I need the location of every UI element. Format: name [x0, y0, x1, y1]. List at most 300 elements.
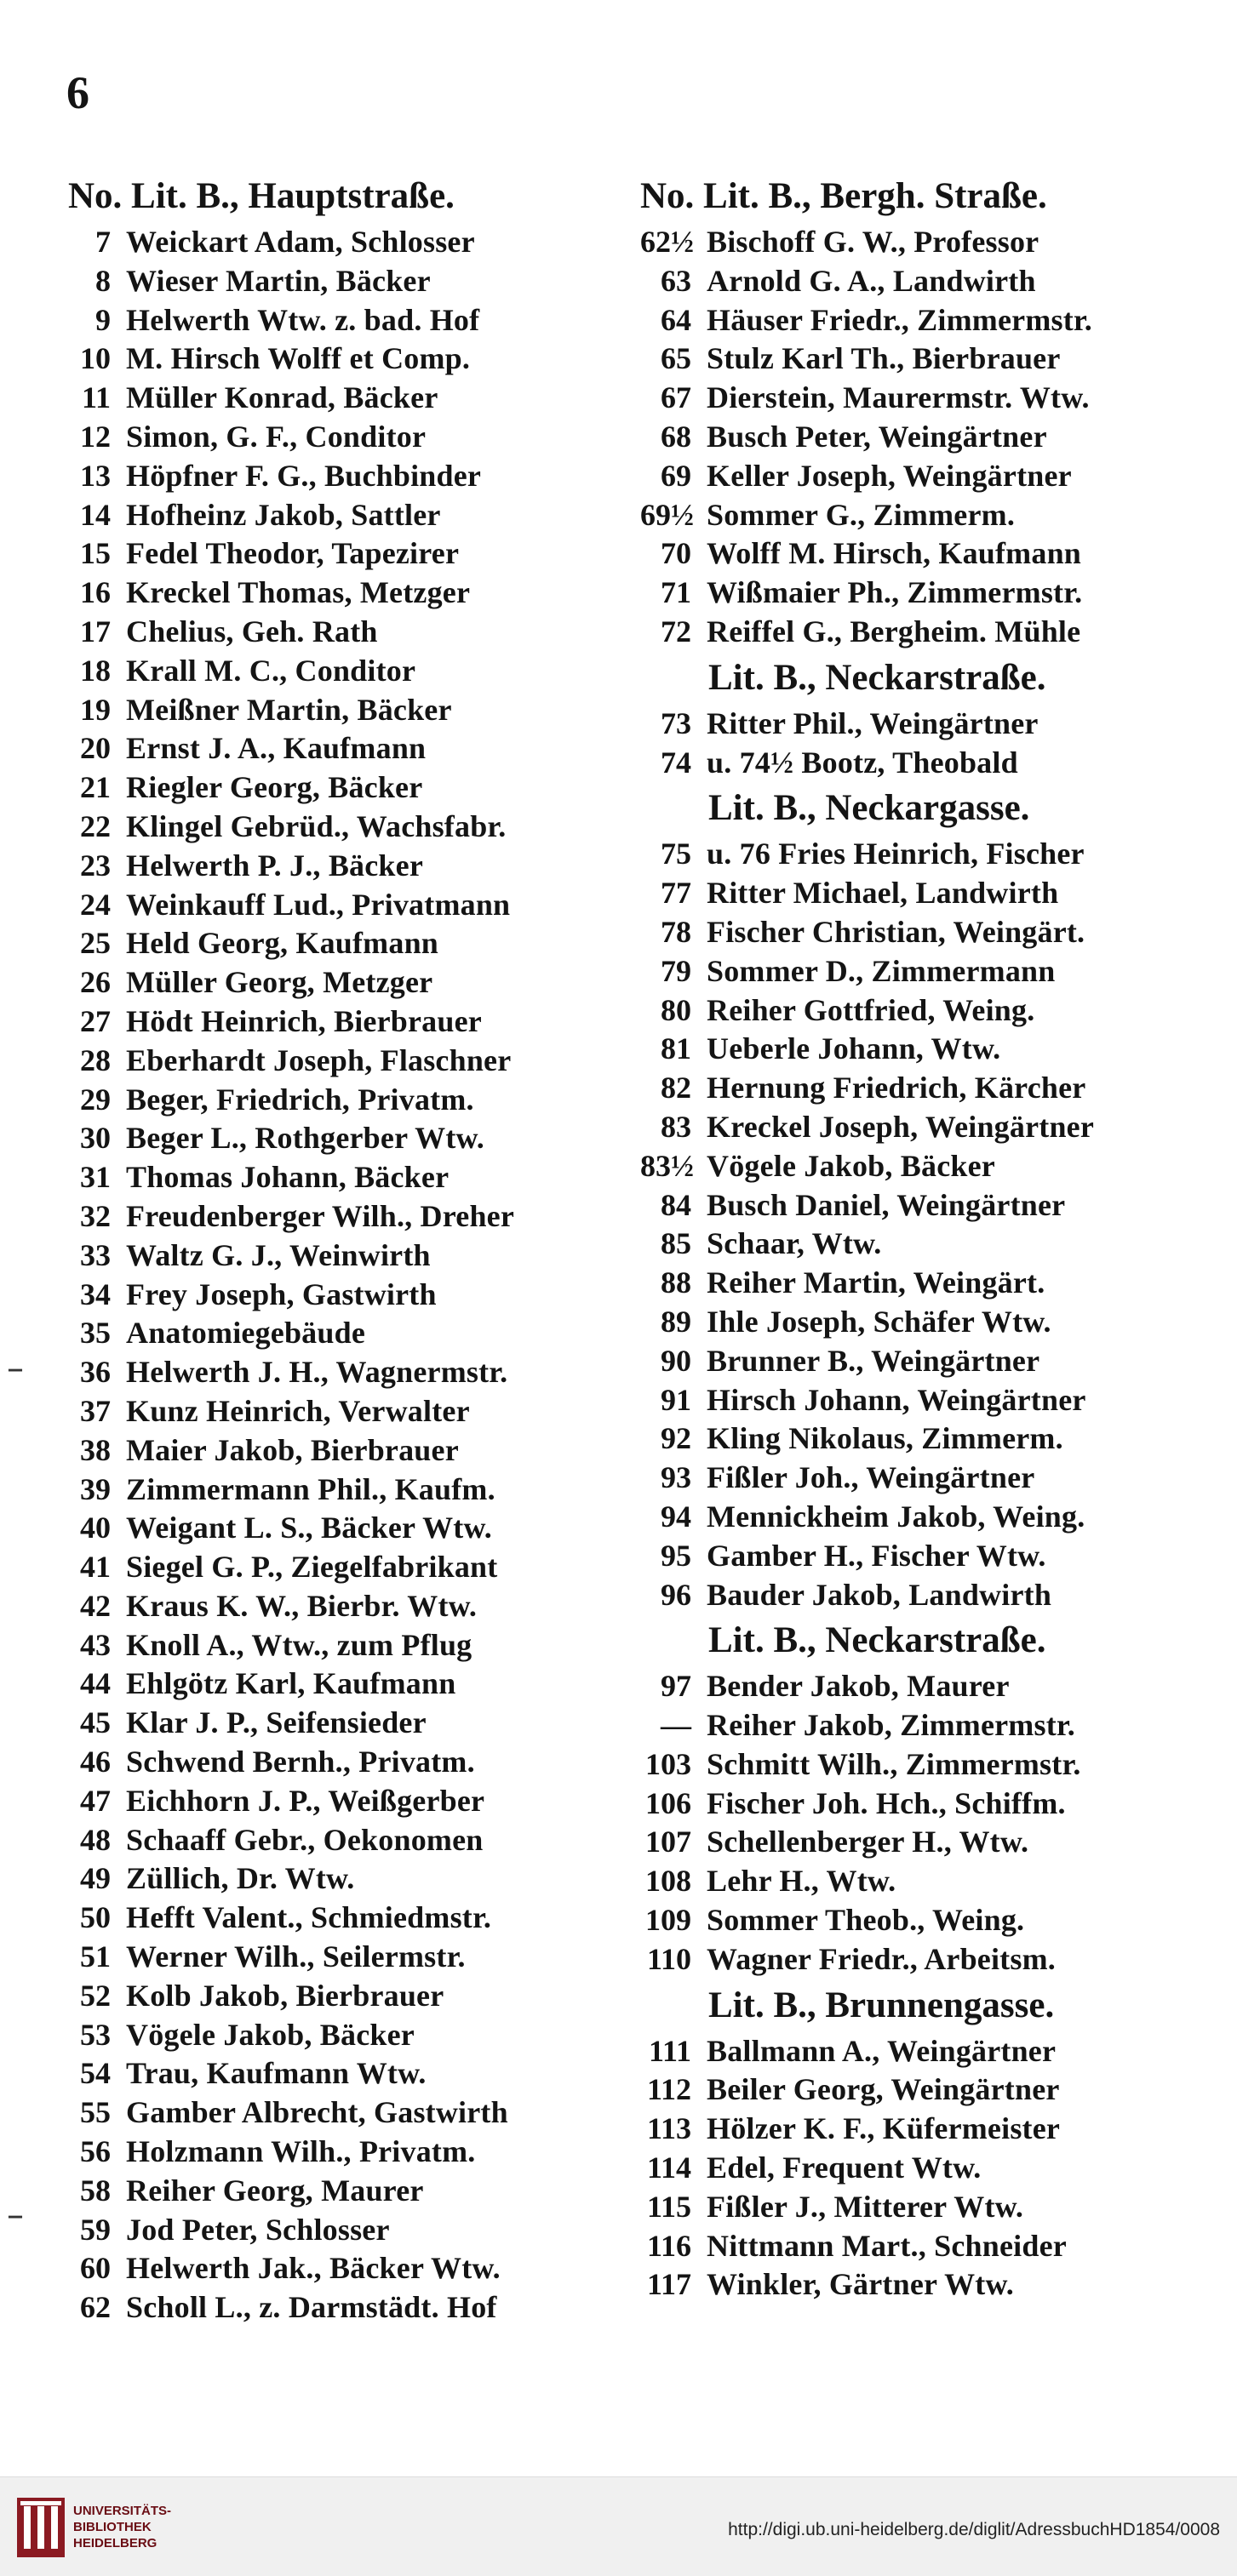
- resident-name: Bischoff G. W., Professor: [707, 225, 1039, 259]
- directory-entry: [640, 1264, 1185, 1303]
- directory-entry: [68, 1626, 613, 1665]
- resident-name: Wißmaier Ph., Zimmermstr.: [707, 575, 1083, 610]
- resident-name: Stulz Karl Th., Bierbrauer: [707, 341, 1061, 376]
- resident-name: Riegler Georg, Bäcker: [126, 770, 423, 805]
- resident-name: Hefft Valent., Schmiedmstr.: [126, 1900, 492, 1935]
- resident-name: Hernung Friedrich, Kärcher: [707, 1071, 1086, 1105]
- resident-name: Kolb Jakob, Bierbrauer: [126, 1978, 444, 2013]
- house-number: 92: [661, 1421, 691, 1456]
- directory-entry: [640, 262, 1185, 301]
- resident-name: Schaar, Wtw.: [707, 1226, 882, 1261]
- margin-mark: –: [7, 1349, 24, 1388]
- resident-name: Eberhardt Joseph, Flaschner: [126, 1042, 512, 1077]
- house-number: 50: [80, 1900, 111, 1935]
- directory-entry: [640, 2149, 1185, 2188]
- resident-name: Brunner B., Weingärtner: [707, 1343, 1040, 1378]
- house-number: 8: [95, 263, 111, 298]
- house-number: 107: [645, 1825, 691, 1859]
- directory-entry: [68, 2172, 613, 2211]
- directory-entry: [68, 457, 613, 496]
- directory-entry: [68, 418, 613, 457]
- resident-name: Beger L., Rothgerber Wtw.: [126, 1121, 484, 1156]
- directory-entry: [640, 534, 1185, 574]
- house-number: 115: [646, 2189, 691, 2224]
- resident-name: Sommer G., Zimmerm.: [707, 497, 1016, 532]
- house-number: 96: [661, 1577, 691, 1612]
- house-number: 82: [661, 1071, 691, 1105]
- house-number: 47: [80, 1783, 111, 1818]
- directory-entry: [68, 534, 613, 574]
- house-number: 112: [646, 2072, 691, 2107]
- directory-entry: [640, 613, 1185, 652]
- directory-entry: [68, 379, 613, 418]
- directory-entry: [640, 223, 1185, 262]
- resident-name: Ernst J. A., Kaufmann: [126, 731, 427, 766]
- directory-entry: [640, 2110, 1185, 2149]
- resident-name: Wolff M. Hirsch, Kaufmann: [707, 536, 1082, 571]
- resident-name: Mennickheim Jakob, Weing.: [707, 1499, 1085, 1534]
- library-logo-text: [73, 2503, 171, 2551]
- directory-entry: [68, 1977, 613, 2016]
- directory-entry: [68, 1471, 613, 1510]
- resident-name: Kreckel Thomas, Metzger: [126, 575, 471, 610]
- resident-name: Reiher Martin, Weingärt.: [707, 1265, 1045, 1300]
- directory-entry: [640, 1537, 1185, 1576]
- house-number: 27: [80, 1003, 111, 1038]
- house-number: 49: [80, 1861, 111, 1896]
- directory-entry: [68, 1704, 613, 1743]
- resident-name: Müller Georg, Metzger: [126, 965, 433, 1000]
- resident-name: Trau, Kaufmann Wtw.: [126, 2056, 427, 2091]
- resident-name: u. 74½ Bootz, Theobald: [707, 745, 1018, 780]
- resident-name: u. 76 Fries Heinrich, Fischer: [707, 837, 1085, 871]
- directory-entry: [68, 691, 613, 730]
- resident-name: Gamber H., Fischer Wtw.: [707, 1538, 1046, 1573]
- section-heading: Lit. B., Brunnengasse.: [708, 1985, 1055, 2025]
- directory-entry: [68, 301, 613, 340]
- house-number: 23: [80, 848, 111, 882]
- house-number: 46: [80, 1745, 111, 1779]
- house-number: 69: [661, 458, 691, 493]
- resident-name: Ritter Phil., Weingärtner: [707, 705, 1039, 740]
- resident-name: Kreckel Joseph, Weingärtner: [707, 1109, 1095, 1144]
- directory-entry: [640, 1667, 1185, 1706]
- directory-entry: [68, 808, 613, 847]
- directory-entry: [68, 340, 613, 379]
- directory-entry: [68, 2133, 613, 2172]
- resident-name: Ritter Michael, Landwirth: [707, 876, 1059, 911]
- house-number: 13: [80, 458, 111, 493]
- house-number: 32: [80, 1198, 111, 1233]
- house-number: 65: [661, 341, 691, 376]
- house-number: 71: [661, 575, 691, 610]
- house-number: 60: [80, 2251, 111, 2286]
- resident-name: Jod Peter, Schlosser: [126, 2212, 390, 2247]
- directory-entry: [640, 1498, 1185, 1537]
- house-number: 69½: [640, 497, 694, 532]
- resident-name: Holzmann Wilh., Privatm.: [126, 2134, 476, 2169]
- resident-name: Held Georg, Kaufmann: [126, 926, 439, 961]
- directory-entry: [640, 744, 1185, 783]
- directory-entry: [68, 1509, 613, 1548]
- house-number: 53: [80, 2017, 111, 2052]
- house-number: 110: [646, 1941, 691, 1976]
- house-number: 14: [80, 497, 111, 532]
- resident-name: Schwend Bernh., Privatm.: [126, 1745, 475, 1779]
- directory-entry: [68, 1548, 613, 1587]
- resident-name: Kling Nikolaus, Zimmerm.: [707, 1421, 1063, 1456]
- resident-name: Vögele Jakob, Bäcker: [126, 2017, 415, 2052]
- house-number: 30: [80, 1121, 111, 1156]
- directory-entry: [68, 2093, 613, 2133]
- page-number: 6: [66, 67, 89, 118]
- house-number: 113: [646, 2111, 691, 2146]
- directory-entry: [68, 886, 613, 925]
- right-column-header: No. Lit. B., Bergh. Straße.: [640, 176, 1047, 216]
- directory-entry: [68, 262, 613, 301]
- directory-entry: [640, 1785, 1185, 1824]
- resident-name: Arnold G. A., Landwirth: [707, 263, 1036, 298]
- house-number: —: [661, 1708, 691, 1743]
- directory-entry: [68, 768, 613, 808]
- directory-entry: [640, 913, 1185, 952]
- resident-name: Winkler, Gärtner Wtw.: [707, 2267, 1014, 2302]
- resident-name: Maier Jakob, Bierbrauer: [126, 1432, 459, 1467]
- resident-name: Reiher Jakob, Zimmermstr.: [707, 1708, 1075, 1743]
- directory-entry: [640, 1823, 1185, 1862]
- resident-name: Bauder Jakob, Landwirth: [707, 1577, 1052, 1612]
- house-number: 70: [661, 536, 691, 571]
- directory-entry: [640, 1303, 1185, 1342]
- logo-line: BIBLIOTHEK: [73, 2520, 152, 2534]
- directory-entry: [640, 1147, 1185, 1186]
- resident-name: M. Hirsch Wolff et Comp.: [126, 341, 471, 376]
- house-number: 48: [80, 1822, 111, 1857]
- house-number: 33: [80, 1237, 111, 1272]
- footer-bar: [0, 2476, 1237, 2576]
- directory-entry: [640, 1459, 1185, 1498]
- resident-name: Fedel Theodor, Tapezirer: [126, 536, 460, 571]
- house-number: 45: [80, 1705, 111, 1740]
- house-number: 88: [661, 1265, 691, 1300]
- resident-name: Edel, Frequent Wtw.: [707, 2150, 982, 2185]
- directory-entry: [640, 2188, 1185, 2227]
- directory-entry: [68, 1782, 613, 1821]
- directory-entry: [68, 1081, 613, 1120]
- house-number: 93: [661, 1460, 691, 1495]
- section-heading: Lit. B., Neckarstraße.: [708, 657, 1046, 698]
- house-number: 80: [661, 992, 691, 1027]
- left-column-header: No. Lit. B., Hauptstraße.: [68, 176, 455, 216]
- directory-entry: [68, 574, 613, 613]
- house-number: 58: [80, 2173, 111, 2208]
- directory-entry: [640, 991, 1185, 1031]
- house-number: 103: [645, 1746, 691, 1781]
- directory-entry: [68, 2054, 613, 2093]
- resident-name: Sommer D., Zimmermann: [707, 953, 1056, 988]
- directory-entry: [640, 2227, 1185, 2266]
- directory-entry: [68, 652, 613, 691]
- house-number: 106: [645, 1785, 691, 1820]
- house-number: 75: [661, 837, 691, 871]
- resident-name: Hödt Heinrich, Bierbrauer: [126, 1003, 482, 1038]
- house-number: 37: [80, 1393, 111, 1428]
- right-entry-list: [640, 223, 1185, 2305]
- house-number: 43: [80, 1627, 111, 1662]
- house-number: 64: [661, 302, 691, 337]
- margin-mark: –: [7, 2196, 24, 2235]
- resident-name: Fißler Joh., Weingärtner: [707, 1460, 1035, 1495]
- resident-name: Fißler J., Mitterer Wtw.: [707, 2189, 1024, 2224]
- source-url-link[interactable]: http://digi.ub.uni-heidelberg.de/diglit/AdressbuchHD1854/0008: [728, 2520, 1220, 2539]
- resident-name: Chelius, Geh. Rath: [126, 614, 378, 648]
- resident-name: Fischer Christian, Weingärt.: [707, 914, 1085, 949]
- directory-entry: [640, 1108, 1185, 1147]
- left-entry-list: [68, 223, 613, 2328]
- house-number: 25: [80, 926, 111, 961]
- house-number: 114: [646, 2150, 691, 2185]
- house-number: 79: [661, 953, 691, 988]
- resident-name: Hofheinz Jakob, Sattler: [126, 497, 441, 532]
- resident-name: Wagner Friedr., Arbeitsm.: [707, 1941, 1056, 1976]
- house-number: 85: [661, 1226, 691, 1261]
- resident-name: Klingel Gebrüd., Wachsfabr.: [126, 808, 507, 843]
- directory-entry: [68, 1587, 613, 1626]
- resident-name: Gamber Albrecht, Gastwirth: [126, 2095, 508, 2130]
- resident-name: Scholl L., z. Darmstädt. Hof: [126, 2290, 497, 2325]
- directory-entry: [640, 1706, 1185, 1745]
- resident-name: Helwerth Wtw. z. bad. Hof: [126, 302, 480, 337]
- resident-name: Freudenberger Wilh., Dreher: [126, 1198, 515, 1233]
- directory-entry: [68, 963, 613, 1002]
- resident-name: Anatomiegebäude: [126, 1316, 365, 1351]
- resident-name: Keller Joseph, Weingärtner: [707, 458, 1072, 493]
- resident-name: Schmitt Wilh., Zimmermstr.: [707, 1746, 1081, 1781]
- directory-entry: [640, 1745, 1185, 1785]
- directory-entry: [68, 1237, 613, 1276]
- house-number: 42: [80, 1588, 111, 1623]
- resident-name: Zimmermann Phil., Kaufm.: [126, 1471, 495, 1506]
- house-number: 35: [80, 1316, 111, 1351]
- directory-entry: [68, 2288, 613, 2328]
- directory-entry: [640, 301, 1185, 340]
- directory-entry: [68, 1392, 613, 1431]
- resident-name: Reiher Gottfried, Weing.: [707, 992, 1035, 1027]
- resident-name: Weinkauff Lud., Privatmann: [126, 887, 511, 922]
- directory-entry: [640, 1862, 1185, 1901]
- house-number: 81: [661, 1031, 691, 1066]
- house-number: 73: [661, 705, 691, 740]
- directory-entry: [640, 1381, 1185, 1420]
- house-number: 111: [648, 2033, 691, 2068]
- house-number: 51: [80, 1939, 111, 1974]
- directory-entry: [68, 1042, 613, 1081]
- house-number: 117: [646, 2267, 691, 2302]
- directory-entry: [68, 496, 613, 535]
- house-number: 84: [661, 1187, 691, 1222]
- house-number: 116: [646, 2228, 691, 2263]
- house-number: 62: [80, 2290, 111, 2325]
- directory-entry: [640, 2071, 1185, 2110]
- house-number: 20: [80, 731, 111, 766]
- resident-name: Weigant L. S., Bäcker Wtw.: [126, 1511, 492, 1545]
- house-number: 44: [80, 1666, 111, 1701]
- directory-entry: [68, 1353, 613, 1392]
- directory-entry: [640, 1342, 1185, 1381]
- directory-entry: [68, 847, 613, 886]
- directory-entry: [640, 1419, 1185, 1459]
- resident-name: Helwerth Jak., Bäcker Wtw.: [126, 2251, 501, 2286]
- resident-name: Beger, Friedrich, Privatm.: [126, 1082, 474, 1117]
- directory-entry: [640, 496, 1185, 535]
- house-number: 63: [661, 263, 691, 298]
- house-number: 90: [661, 1343, 691, 1378]
- directory-entry: [640, 952, 1185, 991]
- house-number: 36: [80, 1355, 111, 1390]
- house-number: 78: [661, 914, 691, 949]
- resident-name: Müller Konrad, Bäcker: [126, 380, 438, 415]
- house-number: 108: [645, 1864, 691, 1899]
- house-number: 39: [80, 1471, 111, 1506]
- house-number: 29: [80, 1082, 111, 1117]
- house-number: 26: [80, 965, 111, 1000]
- resident-name: Hirsch Johann, Weingärtner: [707, 1382, 1086, 1417]
- house-number: 68: [661, 419, 691, 454]
- house-number: 15: [80, 536, 111, 571]
- directory-entry: [68, 2016, 613, 2055]
- house-number: 34: [80, 1277, 111, 1311]
- house-number: 83: [661, 1109, 691, 1144]
- directory-entry: [68, 1158, 613, 1197]
- house-number: 62½: [640, 225, 694, 259]
- directory-entry: [68, 2249, 613, 2288]
- directory-entry: [68, 1821, 613, 1860]
- house-number: 95: [661, 1538, 691, 1573]
- resident-name: Eichhorn J. P., Weißgerber: [126, 1783, 485, 1818]
- house-number: 109: [645, 1903, 691, 1938]
- directory-entry: [68, 1314, 613, 1353]
- house-number: 11: [81, 380, 111, 415]
- house-number: 22: [80, 808, 111, 843]
- directory-entry: [640, 874, 1185, 913]
- directory-entry: [68, 924, 613, 963]
- logo-line: HEIDELBERG: [73, 2536, 157, 2550]
- right-column: [640, 170, 1185, 2305]
- house-number: 94: [661, 1499, 691, 1534]
- house-number: 10: [80, 341, 111, 376]
- resident-name: Häuser Friedr., Zimmermstr.: [707, 302, 1092, 337]
- resident-name: Helwerth J. H., Wagnermstr.: [126, 1355, 508, 1390]
- house-number: 67: [661, 380, 691, 415]
- house-number: 31: [80, 1160, 111, 1195]
- house-number: 55: [80, 2095, 111, 2130]
- directory-entry: [640, 1225, 1185, 1264]
- house-number: 28: [80, 1042, 111, 1077]
- directory-entry: [68, 1119, 613, 1158]
- resident-name: Vögele Jakob, Bäcker: [707, 1148, 995, 1183]
- house-number: 54: [80, 2056, 111, 2091]
- house-number: 16: [80, 575, 111, 610]
- house-number: 19: [80, 692, 111, 727]
- resident-name: Ehlgötz Karl, Kaufmann: [126, 1666, 456, 1701]
- house-number: 18: [80, 653, 111, 688]
- directory-entry: [68, 2211, 613, 2250]
- resident-name: Waltz G. J., Weinwirth: [126, 1237, 431, 1272]
- house-number: 97: [661, 1669, 691, 1704]
- resident-name: Kunz Heinrich, Verwalter: [126, 1393, 470, 1428]
- directory-entry: [68, 1431, 613, 1471]
- resident-name: Züllich, Dr. Wtw.: [126, 1861, 355, 1896]
- resident-name: Helwerth P. J., Bäcker: [126, 848, 424, 882]
- resident-name: Krall M. C., Conditor: [126, 653, 416, 688]
- resident-name: Beiler Georg, Weingärtner: [707, 2072, 1060, 2107]
- resident-name: Simon, G. F., Conditor: [126, 419, 427, 454]
- resident-name: Ueberle Johann, Wtw.: [707, 1031, 1001, 1066]
- directory-entry: [640, 835, 1185, 874]
- directory-entry: [640, 1901, 1185, 1940]
- resident-name: Klar J. P., Seifensieder: [126, 1705, 427, 1740]
- resident-name: Fischer Joh. Hch., Schiffm.: [707, 1785, 1066, 1820]
- resident-name: Schaaff Gebr., Oekonomen: [126, 1822, 484, 1857]
- resident-name: Wieser Martin, Bäcker: [126, 263, 431, 298]
- directory-entry: [68, 613, 613, 652]
- house-number: 12: [80, 419, 111, 454]
- directory-entry: [68, 1859, 613, 1899]
- house-number: 74: [661, 745, 691, 780]
- directory-entry: [640, 457, 1185, 496]
- house-number: 21: [80, 770, 111, 805]
- house-number: 52: [80, 1978, 111, 2013]
- directory-entry: [640, 2032, 1185, 2071]
- directory-entry: [640, 379, 1185, 418]
- directory-entry: [640, 705, 1185, 744]
- resident-name: Ballmann A., Weingärtner: [707, 2033, 1057, 2068]
- resident-name: Dierstein, Maurermstr. Wtw.: [707, 380, 1090, 415]
- resident-name: Busch Daniel, Weingärtner: [707, 1187, 1066, 1222]
- directory-entry: [68, 1938, 613, 1977]
- resident-name: Nittmann Mart., Schneider: [707, 2228, 1067, 2263]
- house-number: 83½: [640, 1148, 694, 1183]
- directory-entry: [68, 1197, 613, 1237]
- house-number: 77: [661, 876, 691, 911]
- resident-name: Reiher Georg, Maurer: [126, 2173, 424, 2208]
- directory-entry: [640, 1576, 1185, 1615]
- resident-name: Bender Jakob, Maurer: [707, 1669, 1010, 1704]
- resident-name: Knoll A., Wtw., zum Pflug: [126, 1627, 472, 1662]
- resident-name: Thomas Johann, Bäcker: [126, 1160, 450, 1195]
- directory-entry: [640, 1186, 1185, 1225]
- directory-entry: [640, 340, 1185, 379]
- directory-entry: [640, 418, 1185, 457]
- directory-entry: [640, 1069, 1185, 1108]
- resident-name: Reiffel G., Bergheim. Mühle: [707, 614, 1081, 648]
- section-heading: Lit. B., Neckarstraße.: [708, 1620, 1046, 1661]
- resident-name: Frey Joseph, Gastwirth: [126, 1277, 437, 1311]
- house-number: 91: [661, 1382, 691, 1417]
- house-number: 59: [80, 2212, 111, 2247]
- house-number: 24: [80, 887, 111, 922]
- house-number: 40: [80, 1511, 111, 1545]
- directory-entry: [68, 729, 613, 768]
- resident-name: Hölzer K. F., Küfermeister: [707, 2111, 1061, 2146]
- directory-entry: [68, 1002, 613, 1042]
- section-heading: Lit. B., Neckargasse.: [708, 788, 1030, 829]
- resident-name: Ihle Joseph, Schäfer Wtw.: [707, 1304, 1051, 1339]
- resident-name: Kraus K. W., Bierbr. Wtw.: [126, 1588, 478, 1623]
- resident-name: Sommer Theob., Weing.: [707, 1903, 1025, 1938]
- left-column: [68, 170, 613, 2328]
- resident-name: Höpfner F. G., Buchbinder: [126, 458, 482, 493]
